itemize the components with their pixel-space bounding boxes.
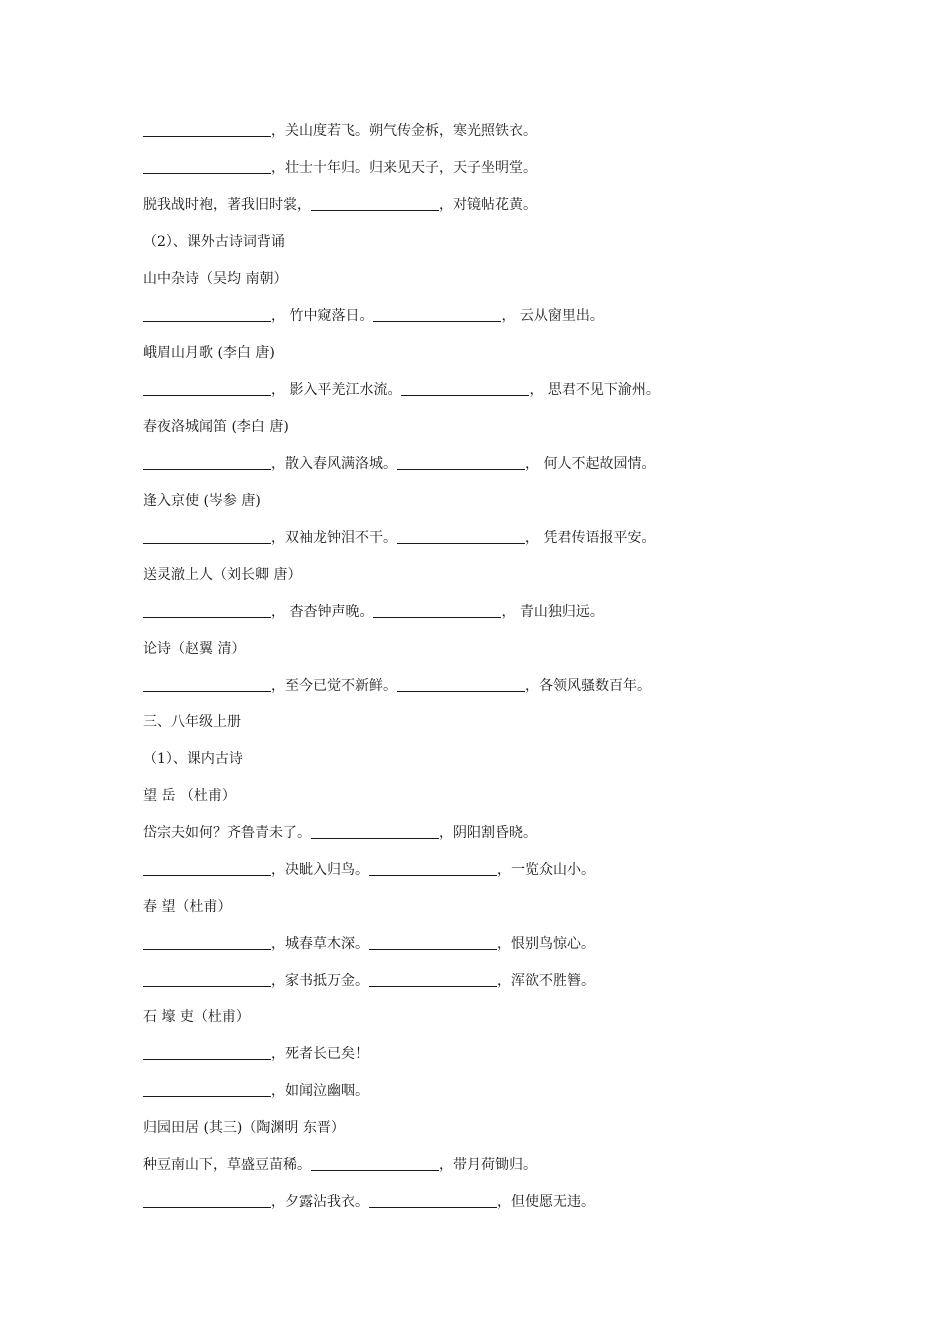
line-text: ，死者长已矣！ xyxy=(271,1046,369,1062)
text-line xyxy=(143,859,595,881)
line-text: （2）、课外古诗词背诵 xyxy=(143,234,285,250)
fill-in-blank xyxy=(397,527,525,544)
text-line xyxy=(143,896,231,918)
text-line xyxy=(143,970,595,992)
line-text: ，浑欲不胜簪。 xyxy=(497,973,595,989)
fill-in-blank xyxy=(143,1191,271,1208)
text-line xyxy=(143,120,537,142)
line-text: ，对镜帖花黄。 xyxy=(439,197,537,213)
text-line xyxy=(143,1191,595,1213)
line-text: ，各领风骚数百年。 xyxy=(525,678,651,694)
fill-in-blank xyxy=(143,527,271,544)
text-line xyxy=(143,1043,369,1065)
line-text: ， 竹中窥落日。 xyxy=(271,308,374,324)
line-text: ，一览众山小。 xyxy=(497,862,595,878)
line-text: ，至今已觉不新鲜。 xyxy=(271,678,397,694)
line-text: 石 壕 吏（杜甫） xyxy=(143,1009,250,1025)
line-text: ， 凭君传语报平安。 xyxy=(525,530,656,546)
text-line xyxy=(143,638,245,660)
fill-in-blank xyxy=(373,305,501,322)
fill-in-blank xyxy=(369,970,497,987)
text-line xyxy=(143,601,604,623)
line-text: 归园田居 (其三)（陶渊明 东晋） xyxy=(143,1120,345,1136)
fill-in-blank xyxy=(373,601,501,618)
fill-in-blank xyxy=(311,822,439,839)
line-text: ，关山度若飞。朔气传金柝，寒光照铁衣。 xyxy=(271,123,537,139)
text-line xyxy=(143,231,285,253)
text-line xyxy=(143,1117,345,1139)
line-text: ，但使愿无违。 xyxy=(497,1194,595,1210)
fill-in-blank xyxy=(369,1191,497,1208)
text-line xyxy=(143,305,604,327)
text-line xyxy=(143,1154,537,1176)
line-text: 种豆南山下，草盛豆苗稀。 xyxy=(143,1157,311,1173)
fill-in-blank xyxy=(143,157,271,174)
line-text: ，夕露沾我衣。 xyxy=(271,1194,369,1210)
fill-in-blank xyxy=(143,120,271,137)
text-line xyxy=(143,342,275,364)
text-line xyxy=(143,268,287,290)
line-text: 岱宗夫如何？齐鲁青未了。 xyxy=(143,825,311,841)
fill-in-blank xyxy=(143,1043,271,1060)
text-line xyxy=(143,527,655,549)
line-text: ，带月荷锄归。 xyxy=(439,1157,537,1173)
line-text: ， 影入平羌江水流。 xyxy=(271,382,402,398)
line-text: ，壮士十年归。归来见天子，天子坐明堂。 xyxy=(271,160,537,176)
fill-in-blank xyxy=(397,675,525,692)
line-text: 春 望（杜甫） xyxy=(143,899,232,915)
line-text: 峨眉山月歌 (李白 唐) xyxy=(143,345,275,361)
text-line xyxy=(143,711,241,733)
line-text: ，阴阳割昏晓。 xyxy=(439,825,537,841)
text-line xyxy=(143,1080,369,1102)
line-text: ， 云从窗里出。 xyxy=(501,308,604,324)
text-line xyxy=(143,822,537,844)
line-text: ，如闻泣幽咽。 xyxy=(271,1083,369,1099)
text-line xyxy=(143,416,289,438)
text-line xyxy=(143,379,660,401)
line-text: 望 岳 （杜甫） xyxy=(143,788,236,804)
line-text: （1）、课内古诗 xyxy=(143,751,243,767)
text-line xyxy=(143,194,537,216)
fill-in-blank xyxy=(311,1154,439,1171)
fill-in-blank xyxy=(143,305,271,322)
line-text: ，决眦入归鸟。 xyxy=(271,862,369,878)
text-line xyxy=(143,675,651,697)
fill-in-blank xyxy=(369,933,497,950)
line-text: ，家书抵万金。 xyxy=(271,973,369,989)
fill-in-blank xyxy=(143,453,271,470)
fill-in-blank xyxy=(143,379,271,396)
line-text: ，恨别鸟惊心。 xyxy=(497,936,595,952)
fill-in-blank xyxy=(401,379,529,396)
line-text: ， 杳杳钟声晚。 xyxy=(271,604,374,620)
fill-in-blank xyxy=(143,933,271,950)
fill-in-blank xyxy=(397,453,525,470)
fill-in-blank xyxy=(143,970,271,987)
line-text: ， 青山独归远。 xyxy=(501,604,604,620)
text-line xyxy=(143,453,655,475)
line-text: 送灵澈上人（刘长卿 唐） xyxy=(143,567,302,583)
text-line xyxy=(143,157,537,179)
line-text: 论诗（赵翼 清） xyxy=(143,641,246,657)
line-text: 三、八年级上册 xyxy=(143,714,241,730)
line-text: ， 思君不见下渝州。 xyxy=(529,382,660,398)
fill-in-blank xyxy=(311,194,439,211)
fill-in-blank xyxy=(143,859,271,876)
line-text: 春夜洛城闻笛 (李白 唐) xyxy=(143,419,289,435)
line-text: ，城春草木深。 xyxy=(271,936,369,952)
line-text: ，散入春风满洛城。 xyxy=(271,456,397,472)
fill-in-blank xyxy=(143,1080,271,1097)
fill-in-blank xyxy=(143,675,271,692)
text-line xyxy=(143,490,261,512)
line-text: 逢入京使 (岑参 唐) xyxy=(143,493,261,509)
line-text: ， 何人不起故园情。 xyxy=(525,456,656,472)
text-line xyxy=(143,785,236,807)
fill-in-blank xyxy=(369,859,497,876)
text-line xyxy=(143,748,243,770)
text-line xyxy=(143,564,301,586)
line-text: 脱我战时袍，著我旧时裳， xyxy=(143,197,311,213)
line-text: ，双袖龙钟泪不干。 xyxy=(271,530,397,546)
fill-in-blank xyxy=(143,601,271,618)
text-line xyxy=(143,933,595,955)
text-line xyxy=(143,1006,250,1028)
line-text: 山中杂诗（吴均 南朝） xyxy=(143,271,288,287)
